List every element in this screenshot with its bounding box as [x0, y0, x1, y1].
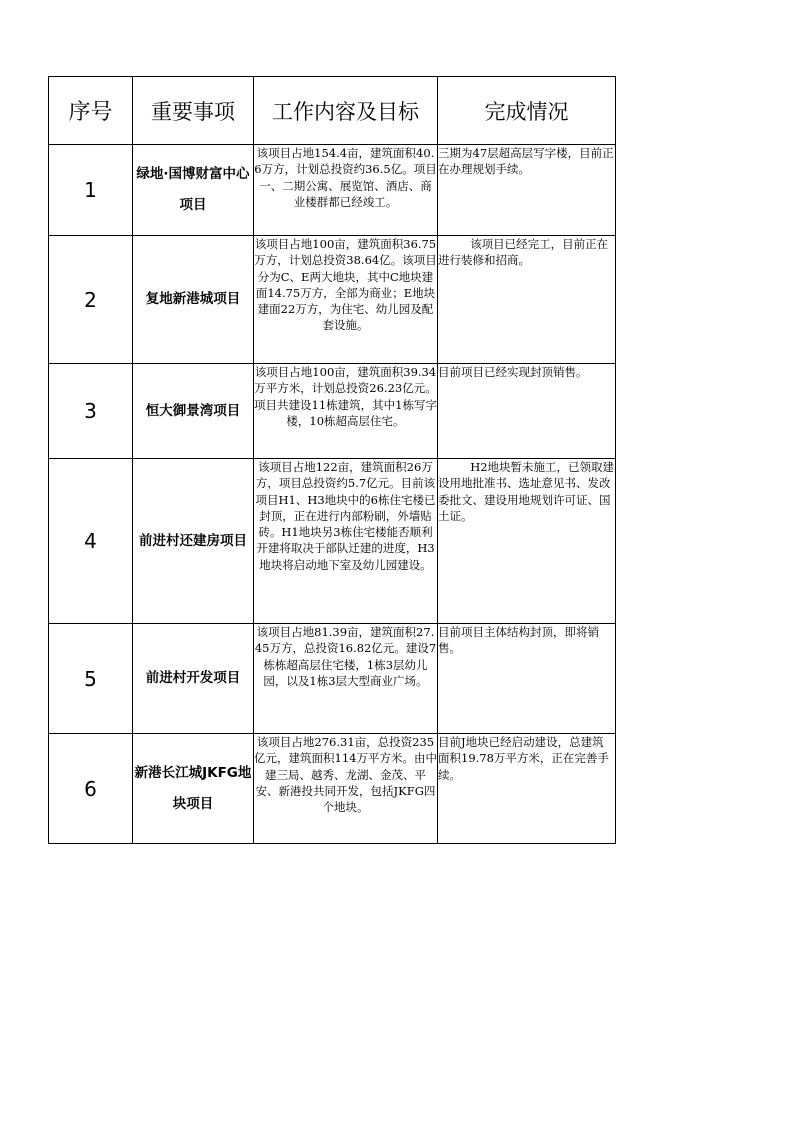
row-number: 3: [49, 364, 133, 459]
completion-status: 目前J地块已经启动建设，总建筑面积19.78万平方米，正在完善手续。: [438, 734, 616, 844]
item-name: 新港长江城JKFG地块项目: [133, 734, 254, 844]
completion-status: 目前项目已经实现封顶销售。: [438, 364, 616, 459]
work-content: 该项目占地154.4亩，建筑面积40.6万方，计划总投资约36.5亿。项目一、二期公寓、展览馆、酒店、商业楼群都已经竣工。: [254, 145, 438, 236]
table-row: [49, 624, 616, 734]
row-number: 6: [49, 734, 133, 844]
row-number: 4: [49, 459, 133, 624]
row-number: 2: [49, 236, 133, 364]
header-content: 工作内容及目标: [254, 77, 438, 145]
work-content: 该项目占地122亩，建筑面积26万方，项目总投资约5.7亿元。目前该项目H1、H3地块中的6栋住宅楼已封顶，正在进行内部粉刷，外墙贴砖。H1地块另3栋住宅楼能否顺利开建将取决于部队迁建的进度，H3地块将启动地下室及幼儿园建设。: [254, 459, 438, 624]
table-row: [49, 459, 616, 624]
header-item: 重要事项: [133, 77, 254, 145]
item-name: 复地新港城项目: [133, 236, 254, 364]
work-content: 该项目占地100亩，建筑面积39.34万平方米，计划总投资26.23亿元。项目共建设11栋建筑，其中1栋写字楼，10栋超高层住宅。: [254, 364, 438, 459]
work-content: 该项目占地276.31亩，总投资235亿元，建筑面积114万平方米。由中建三局、越秀、龙湖、金茂、平安、新港投共同开发，包括JKFG四个地块。: [254, 734, 438, 844]
work-content: 该项目占地81.39亩，建筑面积27.45万方，总投资16.82亿元。建设7栋栋超高层住宅楼，1栋3层幼儿园，以及1栋3层大型商业广场。: [254, 624, 438, 734]
header-row: [49, 77, 616, 145]
table-row: [49, 145, 616, 236]
completion-status: 该项目已经完工，目前正在进行装修和招商。: [438, 236, 616, 364]
item-name: 前进村还建房项目: [133, 459, 254, 624]
completion-status: 目前项目主体结构封顶，即将销售。: [438, 624, 616, 734]
completion-status: 三期为47层超高层写字楼，目前正在办理规划手续。: [438, 145, 616, 236]
work-content: 该项目占地100亩，建筑面积36.75万方，计划总投资38.64亿。该项目分为C、E两大地块，其中C地块建面14.75万方，全部为商业；E地块建面22万方，为住宅、幼儿园及配套设施。: [254, 236, 438, 364]
completion-status: H2地块暂未施工，已领取建设用地批准书、选址意见书、发改委批文、建设用地规划许可证、国土证。: [438, 459, 616, 624]
table-row: [49, 734, 616, 844]
header-status: 完成情况: [438, 77, 616, 145]
row-number: 5: [49, 624, 133, 734]
project-table: [48, 76, 616, 844]
item-name: 前进村开发项目: [133, 624, 254, 734]
item-name: 绿地·国博财富中心项目: [133, 145, 254, 236]
item-name: 恒大御景湾项目: [133, 364, 254, 459]
table-row: [49, 236, 616, 364]
table-row: [49, 364, 616, 459]
row-number: 1: [49, 145, 133, 236]
header-seq: 序号: [49, 77, 133, 145]
